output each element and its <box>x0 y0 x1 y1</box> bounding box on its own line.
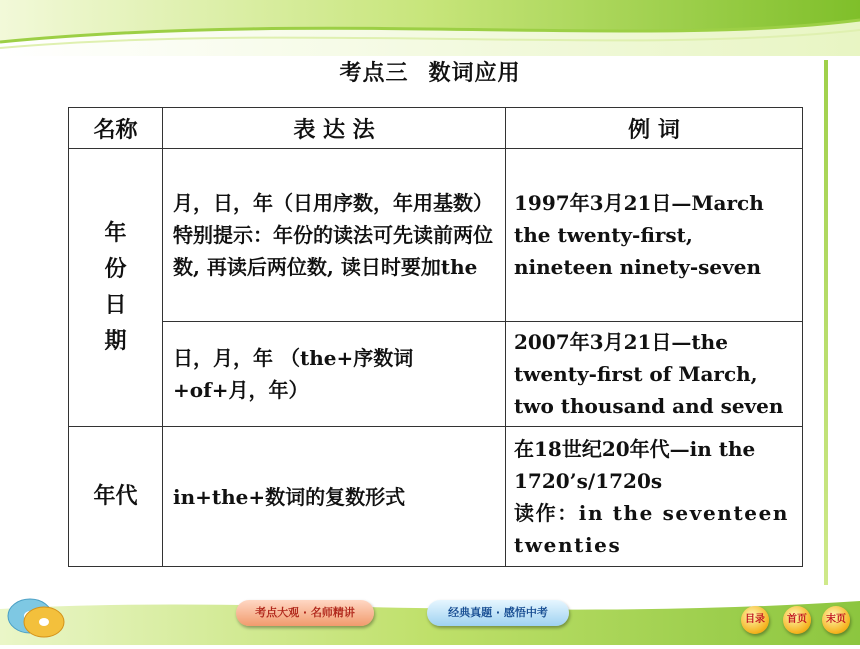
example-text: 2007年3月21日—the twenty-first of March, two thousand and seven <box>514 330 784 418</box>
table-row-date-1 <box>69 149 803 322</box>
expression-text: 日，月，年 （the+序数词+of+月，年） <box>173 346 414 402</box>
numeral-usage-table <box>68 107 803 567</box>
expression-text: 月，日，年（日用序数，年用基数） <box>173 191 493 215</box>
category-char: 份 <box>104 256 127 282</box>
title-part-1: 考点三 <box>339 61 409 86</box>
home-button[interactable]: 首页 <box>783 606 811 634</box>
slide-title <box>0 56 860 90</box>
example-cell-date-2 <box>506 322 803 427</box>
expression-cell-decade <box>163 427 506 567</box>
category-char: 日 <box>104 292 127 318</box>
expression-cell-date-1 <box>163 149 506 322</box>
contents-button[interactable]: 目录 <box>741 606 769 634</box>
table-header-row <box>69 108 803 149</box>
nav-button-real-exams[interactable]: 经典真题 · 感悟中考 <box>427 600 569 626</box>
header-decoration <box>0 0 860 56</box>
title-part-2: 数词应用 <box>428 61 521 86</box>
special-note-text: 特别提示：年份的读法可先读前两位数, 再读后两位数, 读日时要加the <box>173 223 493 279</box>
category-date <box>69 149 163 427</box>
header-expression: 表 达 法 <box>163 108 506 149</box>
cd-disc-icon <box>6 592 70 642</box>
expression-cell-date-2 <box>163 322 506 427</box>
example-cell-date-1 <box>506 149 803 322</box>
table-row-date-2 <box>69 322 803 427</box>
last-page-button[interactable]: 末页 <box>822 606 850 634</box>
category-char: 期 <box>104 328 127 354</box>
example-text: 1997年3月21日—March the twenty-first, nineteen ninety-seven <box>514 191 764 279</box>
category-decade: 年代 <box>69 427 163 567</box>
swoosh-decoration <box>0 0 860 56</box>
right-accent-line <box>824 60 828 585</box>
category-char: 年 <box>104 220 127 246</box>
header-name: 名称 <box>69 108 163 149</box>
nav-button-key-points[interactable]: 考点大观 · 名师精讲 <box>236 600 374 626</box>
example-cell-decade <box>506 427 803 567</box>
expression-text: in+the+数词的复数形式 <box>173 484 406 509</box>
header-example: 例 词 <box>506 108 803 149</box>
table-row-decade <box>69 427 803 567</box>
pronunciation-text: 读作：in the seventeen twenties <box>514 500 790 557</box>
example-text: 在18世纪20年代—in the 1720’s/1720s <box>514 436 756 493</box>
